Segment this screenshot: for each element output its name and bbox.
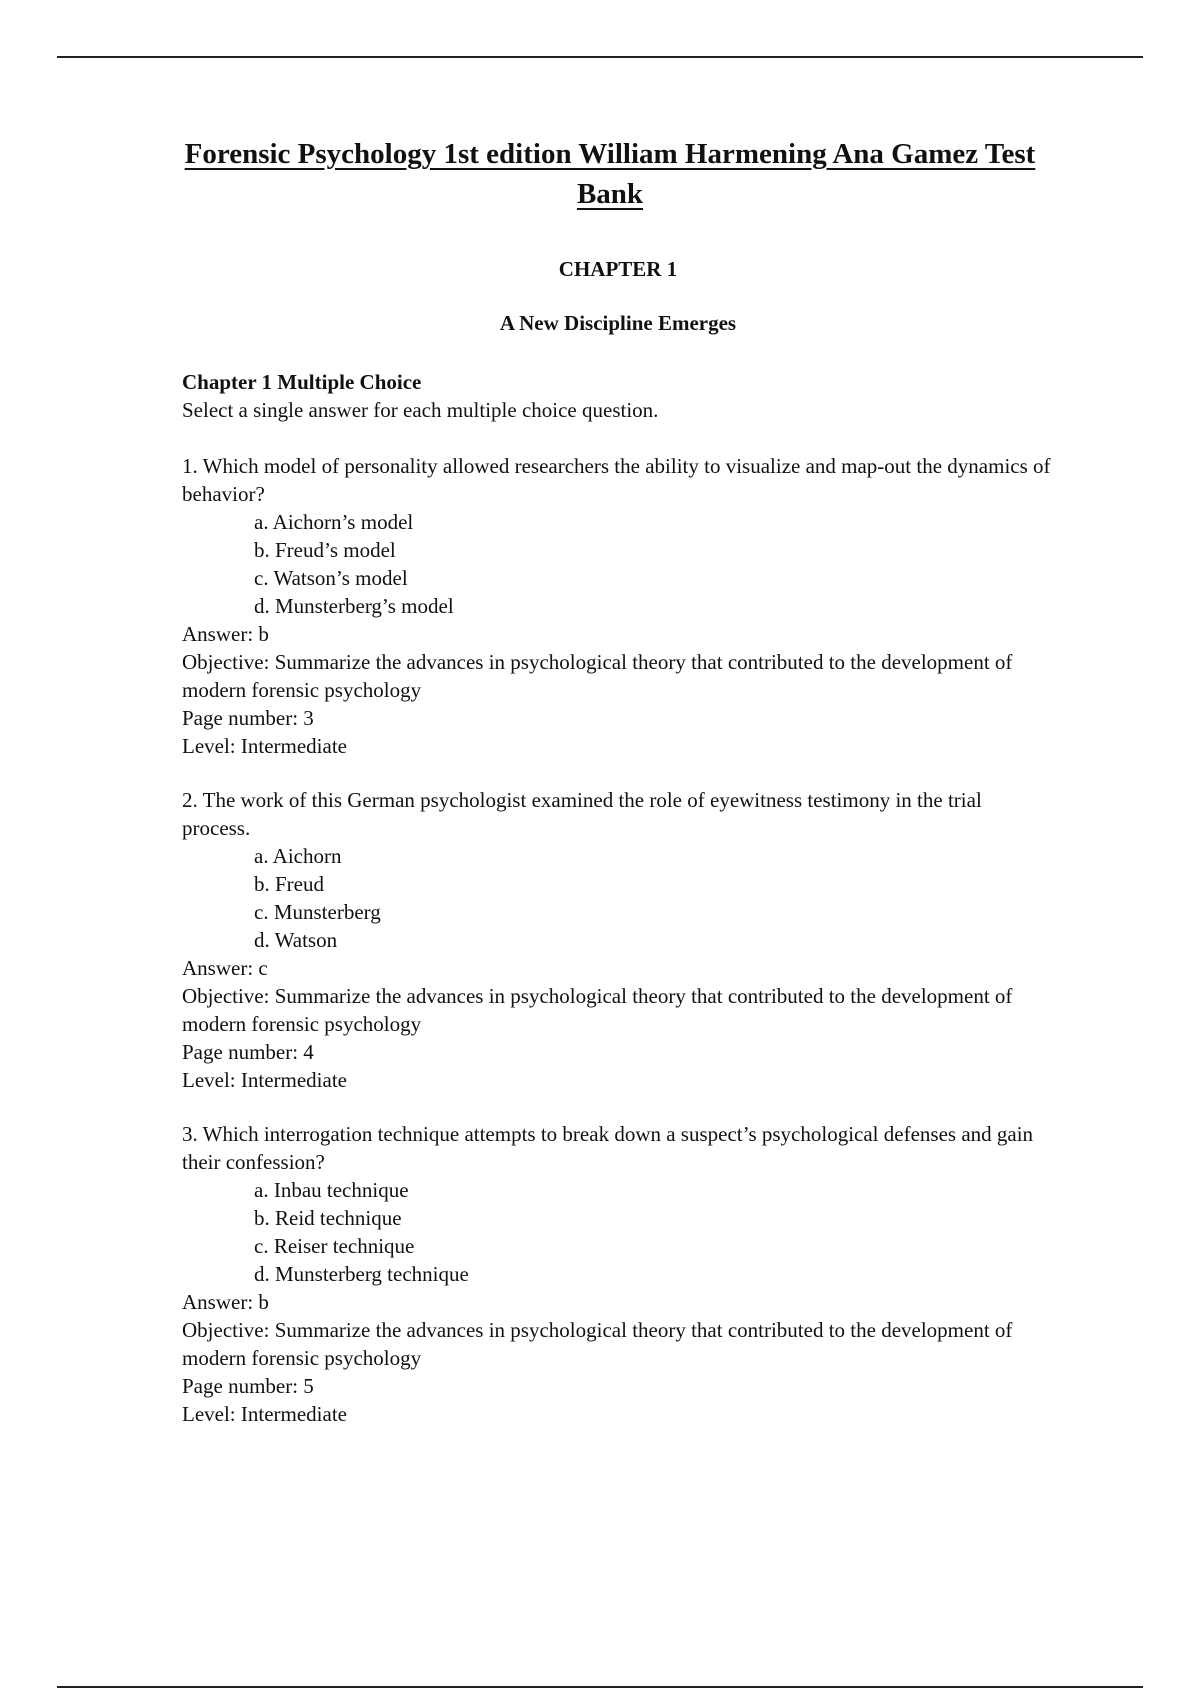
- answer-options: [182, 1176, 1052, 1288]
- option-d: d. Watson: [254, 928, 338, 952]
- objective: Objective: Summarize the advances in psychological theory that contributed to the development of modern forensic psychology: [182, 984, 1013, 1036]
- section-heading: Chapter 1 Multiple Choice: [182, 370, 422, 394]
- document-title: Forensic Psychology 1st edition William Harmening Ana Gamez Test Bank: [184, 138, 1036, 210]
- instructions: Select a single answer for each multiple choice question.: [182, 398, 659, 422]
- option-c: c. Reiser technique: [254, 1234, 415, 1258]
- option-c: c. Watson’s model: [254, 566, 408, 590]
- option-b: b. Reid technique: [254, 1206, 402, 1230]
- question-stem: 1. Which model of personality allowed researchers the ability to visualize and map-out the dynamics of behavior?: [182, 454, 1051, 506]
- objective: Objective: Summarize the advances in psychological theory that contributed to the development of modern forensic psychology: [182, 650, 1013, 702]
- question-stem: 3. Which interrogation technique attempts to break down a suspect’s psychological defenses and gain their confession?: [182, 1122, 1034, 1174]
- answer: Answer: c: [182, 956, 268, 980]
- answer: Answer: b: [182, 622, 269, 646]
- question-3: [182, 1120, 1052, 1428]
- section-intro: [182, 368, 1052, 424]
- page-number: Page number: 4: [182, 1040, 314, 1064]
- objective: Objective: Summarize the advances in psychological theory that contributed to the development of modern forensic psychology: [182, 1318, 1013, 1370]
- option-d: d. Munsterberg’s model: [254, 594, 454, 618]
- option-a: a. Inbau technique: [254, 1178, 409, 1202]
- bottom-rule: [57, 1686, 1143, 1688]
- chapter-title: A New Discipline Emerges: [499, 311, 737, 335]
- option-d: d. Munsterberg technique: [254, 1262, 469, 1286]
- level: Level: Intermediate: [182, 734, 347, 758]
- option-c: c. Munsterberg: [254, 900, 381, 924]
- option-b: b. Freud: [254, 872, 324, 896]
- page-number: Page number: 5: [182, 1374, 314, 1398]
- level: Level: Intermediate: [182, 1402, 347, 1426]
- level: Level: Intermediate: [182, 1068, 347, 1092]
- chapter-number: CHAPTER 1: [558, 257, 678, 281]
- answer-options: [182, 842, 1052, 954]
- answer-options: [182, 508, 1052, 620]
- option-b: b. Freud’s model: [254, 538, 396, 562]
- question-2: [182, 786, 1052, 1094]
- question-1: [182, 452, 1052, 760]
- option-a: a. Aichorn: [254, 844, 342, 868]
- option-a: a. Aichorn’s model: [254, 510, 414, 534]
- top-rule: [57, 56, 1143, 58]
- page-number: Page number: 3: [182, 706, 314, 730]
- answer: Answer: b: [182, 1290, 269, 1314]
- question-stem: 2. The work of this German psychologist examined the role of eyewitness testimony in the trial process.: [182, 788, 982, 840]
